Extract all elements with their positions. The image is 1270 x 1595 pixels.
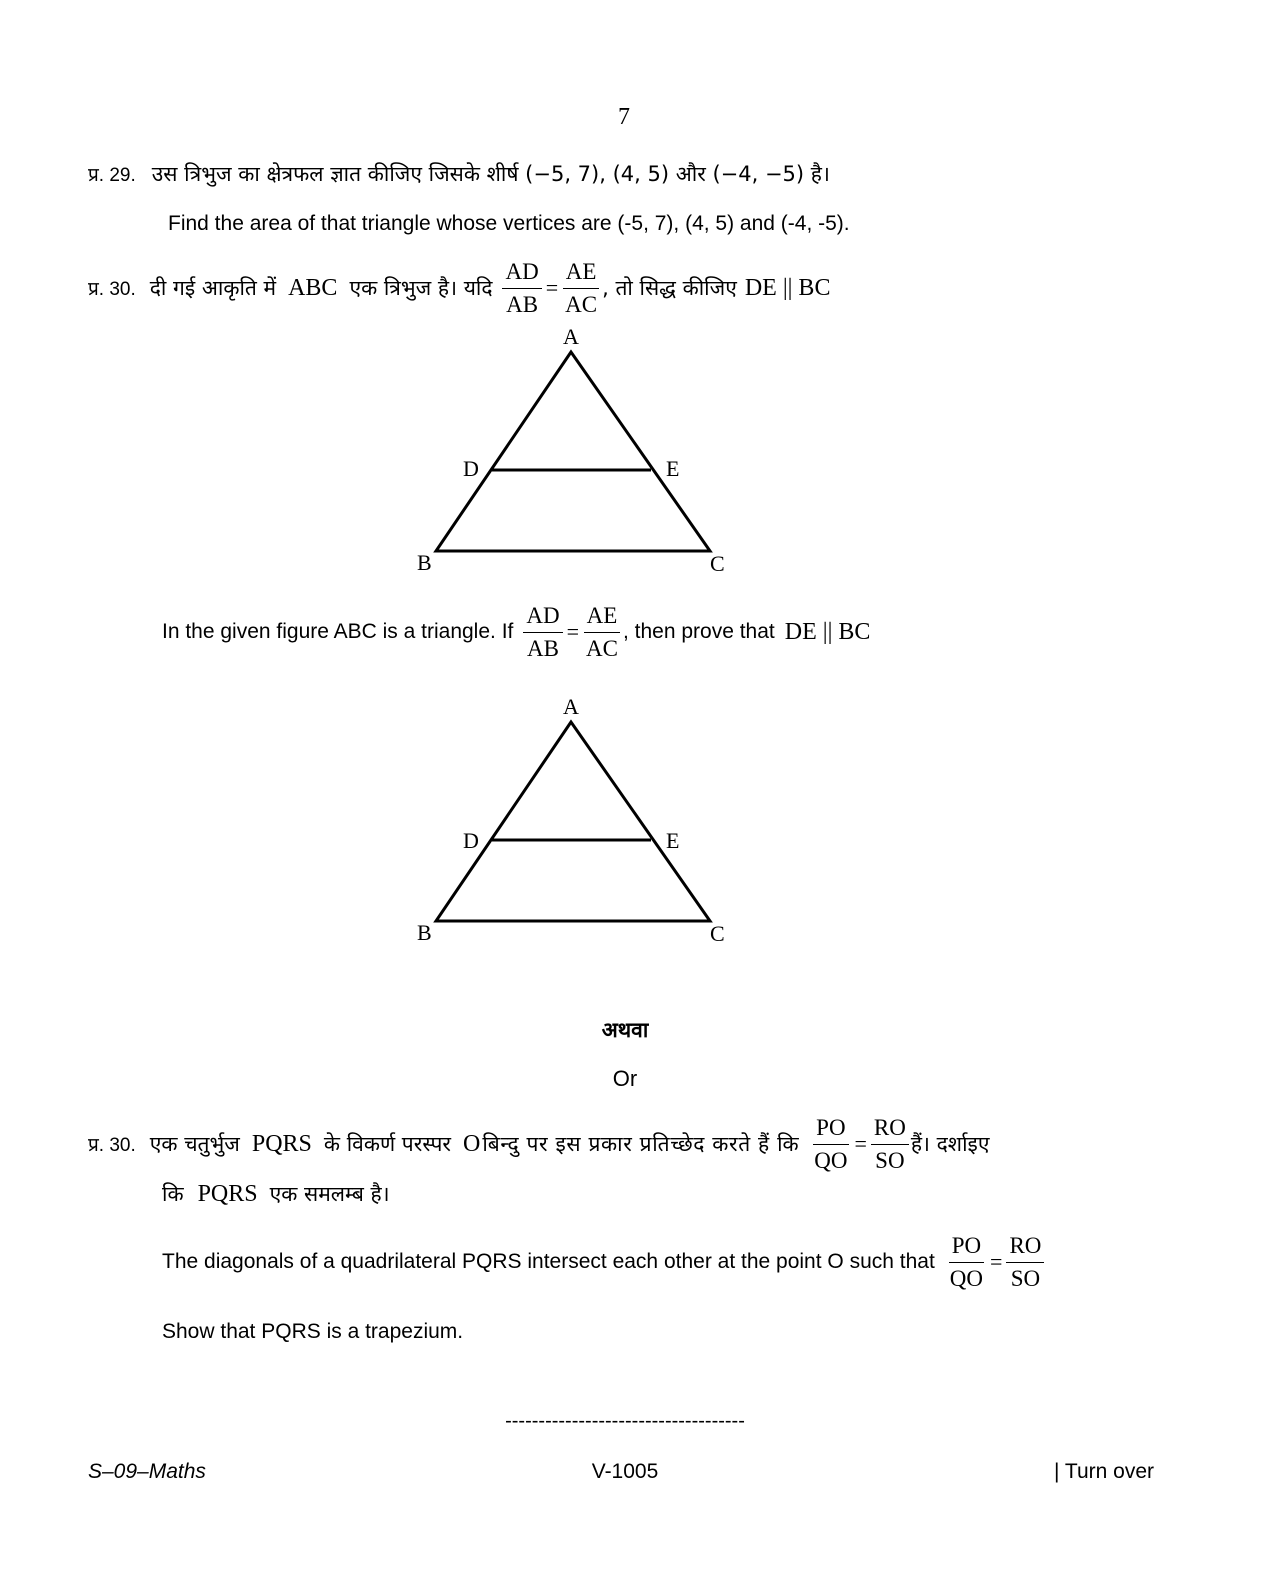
vertex-label-e: E xyxy=(666,456,680,481)
question-30-alt-english-line2: Show that PQRS is a trapezium. xyxy=(162,1320,464,1343)
fraction-numerator: AE xyxy=(584,602,621,633)
question-number: प्र. 29. xyxy=(88,165,136,186)
equals-sign: = xyxy=(990,1249,1003,1275)
question-30-alt-english-line1 xyxy=(162,1232,1046,1292)
math-pqrs: PQRS xyxy=(251,1130,312,1157)
text-segment: एक त्रिभुज है। यदि xyxy=(349,276,493,301)
question-30-hindi xyxy=(88,258,830,318)
fraction-denominator: AB xyxy=(527,635,559,661)
question-30-alt-hindi-line2 xyxy=(162,1180,390,1208)
question-number: प्र. 30. xyxy=(88,279,136,301)
math-de-parallel-bc: DE || BC xyxy=(784,618,871,645)
math-o: O xyxy=(463,1130,481,1157)
fraction-po-qo xyxy=(947,1232,986,1292)
text-segment: के विकर्ण परस्पर xyxy=(323,1132,452,1157)
fraction-ad-ab xyxy=(502,258,541,318)
fraction-po-qo xyxy=(811,1114,850,1174)
question-number: प्र. 30. xyxy=(88,1135,136,1157)
text-segment: हैं। दर्शाइए xyxy=(910,1132,990,1157)
footer-right: | Turn over xyxy=(1054,1460,1154,1483)
text-segment: , तो सिद्ध कीजिए xyxy=(602,276,737,301)
fraction-ad-ab xyxy=(523,602,562,662)
question-text-hindi: उस त्रिभुज का क्षेत्रफल ज्ञात कीजिए जिसके शीर्ष (−5, 7), (4, 5) और (−4, −5) है। xyxy=(151,162,830,186)
or-hindi: अथवा xyxy=(601,1018,649,1042)
vertex-label-d: D xyxy=(463,828,479,853)
footer-center: V-1005 xyxy=(591,1460,659,1483)
fraction-numerator: PO xyxy=(813,1114,848,1145)
question-29-english: Find the area of that triangle whose vertices are (-5, 7), (4, 5) and (-4, -5). xyxy=(168,212,850,235)
vertex-label-c: C xyxy=(710,551,725,576)
question-30-english xyxy=(162,602,870,662)
fraction-numerator: RO xyxy=(871,1114,909,1145)
text-segment: एक समलम्ब है। xyxy=(269,1182,390,1206)
text-segment: बिन्दु पर इस प्रकार प्रतिच्छेद करते हैं कि xyxy=(482,1132,800,1157)
fraction-ro-so xyxy=(1006,1232,1044,1292)
math-de-parallel-bc: DE || BC xyxy=(744,274,831,301)
equals-sign: = xyxy=(566,619,580,645)
equals-sign: = xyxy=(545,275,559,301)
triangle-figure-2 xyxy=(400,692,760,952)
question-30-alt-hindi-line1 xyxy=(88,1114,1168,1174)
fraction-denominator: AB xyxy=(506,291,539,317)
fraction-denominator: SO xyxy=(875,1147,905,1173)
question-29-hindi xyxy=(88,160,830,188)
page-number: 7 xyxy=(618,104,630,130)
text-segment: , then prove that xyxy=(622,620,775,644)
fraction-ro-so xyxy=(871,1114,909,1174)
separator-line: ------------------------------------ xyxy=(505,1410,745,1432)
math-pqrs: PQRS xyxy=(197,1180,258,1207)
fraction-denominator: SO xyxy=(1010,1265,1041,1291)
triangle-abc xyxy=(436,722,710,921)
fraction-denominator: QO xyxy=(814,1147,848,1173)
text-segment: दी गई आकृति में xyxy=(149,276,277,301)
footer-left: S–09–Maths xyxy=(88,1460,206,1483)
vertex-label-a: A xyxy=(563,694,579,719)
fraction-ae-ac xyxy=(583,602,621,662)
vertex-label-a: A xyxy=(563,324,579,349)
text-segment: In the given figure ABC is a triangle. If xyxy=(162,620,514,644)
vertex-label-e: E xyxy=(666,828,680,853)
math-abc: ABC xyxy=(288,274,338,301)
triangle-abc xyxy=(436,352,710,551)
fraction-numerator: AD xyxy=(502,258,541,289)
equals-sign: = xyxy=(854,1131,867,1157)
fraction-numerator: AE xyxy=(563,258,600,289)
fraction-numerator: RO xyxy=(1006,1232,1044,1263)
fraction-denominator: AC xyxy=(586,635,618,661)
fraction-denominator: QO xyxy=(949,1265,984,1291)
vertex-label-b: B xyxy=(417,550,432,575)
vertex-label-c: C xyxy=(710,921,725,946)
vertex-label-d: D xyxy=(463,456,479,481)
text-segment: एक चतुर्भुज xyxy=(149,1132,240,1157)
fraction-numerator: AD xyxy=(523,602,562,633)
text-segment: The diagonals of a quadrilateral PQRS intersect each other at the point O such that xyxy=(162,1250,935,1274)
triangle-figure-1 xyxy=(400,322,760,582)
vertex-label-b: B xyxy=(417,920,432,945)
fraction-numerator: PO xyxy=(949,1232,984,1263)
fraction-ae-ac xyxy=(562,258,600,318)
or-english: Or xyxy=(612,1066,638,1091)
fraction-denominator: AC xyxy=(565,291,598,317)
text-segment: कि xyxy=(162,1182,184,1206)
